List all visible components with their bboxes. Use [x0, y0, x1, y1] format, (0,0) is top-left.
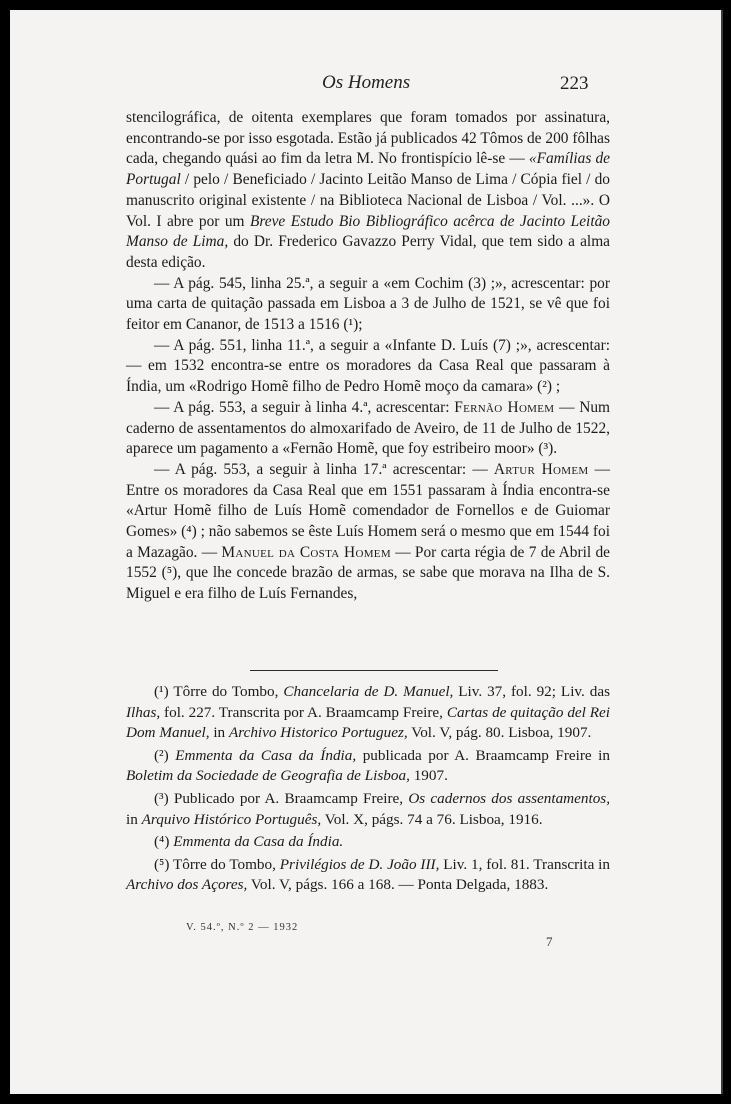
text-run: — Entre os moradores da Casa Real que em 1551 passaram à Índia encontra-se «Artur Homẽ filho de Luís Homẽ comendador de Fornellos e de Guiomar Gomes» (⁴) ; não sabemos se êste Luís Homem será o mesmo que em 1544 foi a Mazagão. —	[126, 460, 611, 561]
italic-title: Privilégios de D. João III,	[279, 855, 440, 873]
text-run: (³) Publicado por A. Braamcamp Freire,	[154, 789, 409, 807]
text-run: in	[209, 724, 229, 742]
italic-title: Ilhas,	[126, 703, 161, 721]
text-run: (²)	[154, 746, 176, 764]
scan-frame	[4, 4, 727, 1100]
text-run: — A pág. 553, a seguir à linha 17.ª acrescentar: —	[154, 460, 494, 478]
italic-title: Emmenta da Casa da Índia,	[175, 746, 357, 764]
page-number: 223	[560, 73, 589, 94]
paragraph-5	[126, 460, 610, 605]
italic-title: Cartas de quitação del Rei Dom Manuel,	[126, 703, 610, 742]
italic-title: Archivo Historico Portuguez,	[228, 724, 408, 742]
italic-title: «Famílias de Portugal	[126, 150, 610, 189]
paragraph-2: — A pág. 545, linha 25.ª, a seguir a «em Cochim (3) ;», acrescentar: por uma carta de quitação passada em Lisboa a 3 de Julho de 1521, se vê que foi feitor em Cananor, de 1513 a 1516 (¹);	[126, 274, 610, 334]
text-run: Vol. X, págs. 74 a 76. Lisboa, 1916.	[321, 810, 543, 828]
italic-title: Emmenta da Casa da Índia.	[173, 833, 344, 851]
paragraph-4	[126, 398, 610, 460]
signature-number: 7	[546, 934, 553, 949]
running-title: Os Homens	[322, 72, 411, 93]
italic-title: Os cadernos dos assentamentos,	[408, 789, 610, 807]
text-run: — A pág. 553, a seguir à linha 4.ª, acrescentar:	[154, 398, 455, 416]
small-caps-name: Manuel da Costa Homem	[221, 543, 391, 561]
text-run: stencilográfica, de oitenta exemplares que foram tomados por assinatura, encontrando-se por isso esgotada. Estão já publicados 42 Tômos de 200 fôlhas cada, chegando quási ao fim da letra M. No frontispício lê-se —	[126, 109, 610, 168]
text-run: (¹) Tôrre do Tombo,	[154, 683, 284, 700]
text-run: Liv. 37, fol. 92; Liv. das	[453, 683, 610, 700]
footnote-2	[126, 746, 610, 787]
text-run: do Dr. Frederico Gavazzo Perry Vidal, que tem sido a alma desta edição.	[126, 233, 610, 271]
printer-signature: V. 54.º, N.º 2 — 1932	[186, 922, 299, 933]
text-run: fol. 227. Transcrita por A. Braamcamp Freire,	[160, 703, 447, 721]
text-run: in	[126, 810, 142, 828]
text-run: / pelo / Beneficiado / Jacinto Leitão Manso de Lima / Cópia fiel / do manuscrito original existente / na Biblioteca Nacional de Lisboa / Vol. ...». O Vol. I abre por um	[126, 171, 610, 230]
body-text	[126, 108, 610, 605]
footnote-1	[126, 682, 610, 744]
text-run: — Por carta régia de 7 de Abril de 1552 (⁵), que lhe concede brazão de armas, se sabe que morava na Ilha de S. Miguel e era filho de Luís Fernandes,	[126, 543, 610, 603]
italic-title: Chancelaria de D. Manuel,	[283, 683, 454, 700]
text-run: 1907.	[409, 767, 448, 785]
small-caps-name: Artur Homem	[493, 460, 589, 478]
page-sheet	[10, 10, 723, 1094]
text-run: Liv. 1, fol. 81. Transcrita in	[439, 855, 610, 873]
italic-title: Boletim da Sociedade de Geografia de Lisboa,	[126, 767, 410, 785]
footnote-divider	[250, 670, 498, 671]
footnotes	[126, 682, 610, 898]
text-run: (⁵) Tôrre do Tombo,	[154, 855, 280, 873]
text-run: Vol. V, pág. 80. Lisboa, 1907.	[407, 724, 592, 742]
paragraph-3: — A pág. 551, linha 11.ª, a seguir a «Infante D. Luís (7) ;», acrescentar: — em 1532 encontra-se entre os moradores da Casa Real que passaram à Índia, um «Rodrigo Homẽ filho de Pedro Homẽ moço da camara» (²) ;	[126, 336, 610, 396]
italic-title: Breve Estudo Bio Bibliográfico acêrca de Jacinto Leitão Manso de Lima,	[126, 212, 610, 251]
italic-title: Arquivo Histórico Português,	[141, 810, 322, 828]
text-run: — Num caderno de assentamentos do almoxarifado de Aveiro, de 11 de Julho de 1522, aparece um pagamento a «Fernão Homẽ, que foy estribeiro moor» (³).	[126, 398, 611, 458]
footnote-4	[126, 832, 610, 853]
text-run: (⁴)	[154, 833, 174, 851]
text-run: publicada por A. Braamcamp Freire in	[356, 746, 610, 764]
small-caps-name: Fernão Homem	[454, 398, 555, 416]
text-run: Vol. V, págs. 166 a 168. — Ponta Delgada, 1883.	[247, 876, 549, 894]
page-header	[10, 70, 721, 100]
footnote-5	[126, 855, 610, 896]
italic-title: Archivo dos Açores,	[126, 876, 248, 894]
paragraph-1	[126, 108, 610, 274]
footnote-3	[126, 789, 610, 830]
